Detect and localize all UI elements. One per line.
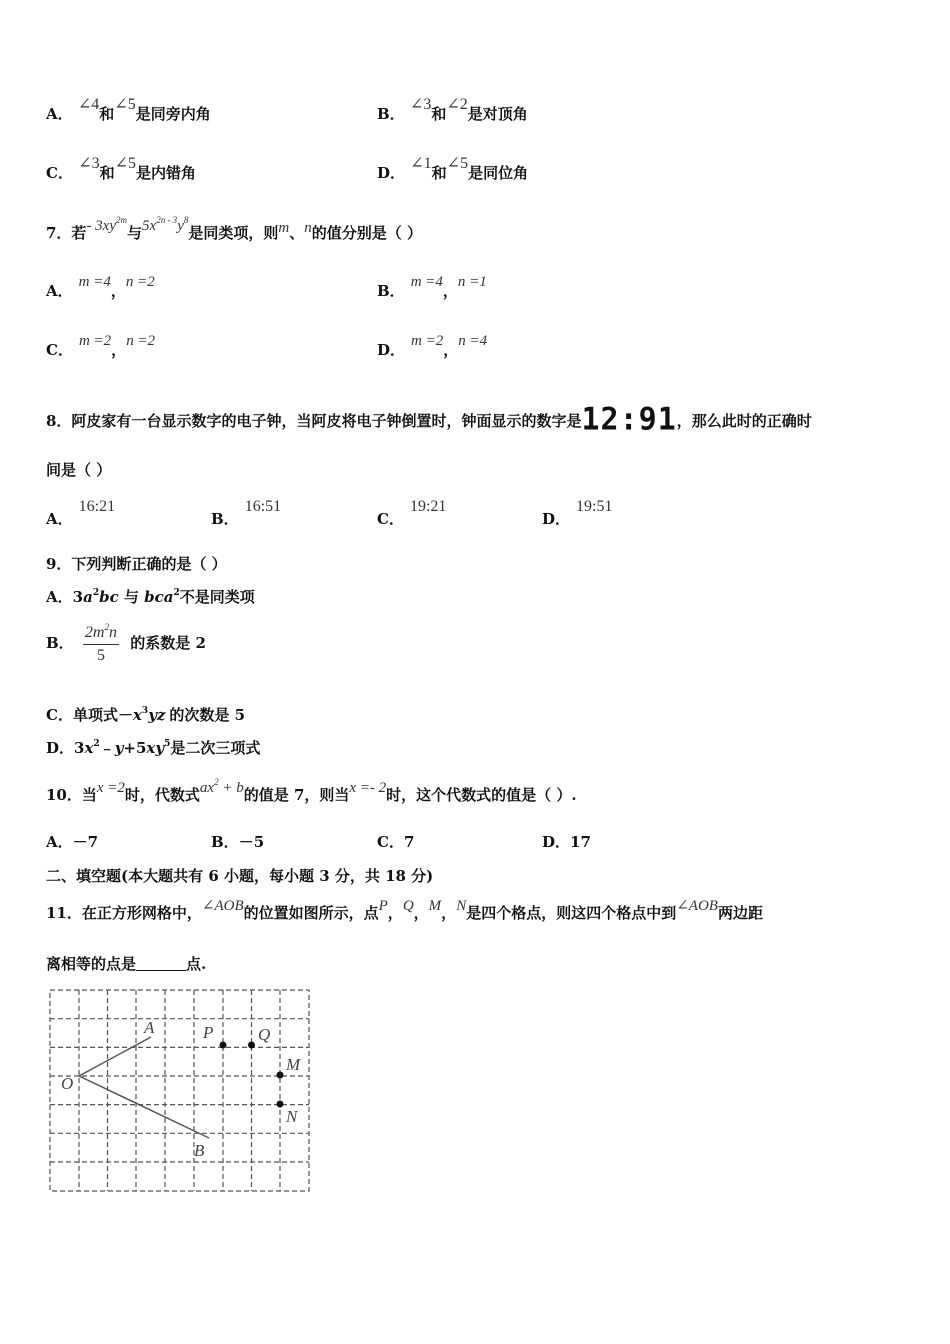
q9-option-a: A．$3a^2bc$ 与 bca$^2$不是同类项 <box>46 588 255 606</box>
q8-option-b: B．16:51 <box>211 498 282 528</box>
q6-option-b: B． ∠3和∠2是对顶角 <box>377 96 528 123</box>
fraction: $\frac{2m^2n}{5}$ <box>84 622 117 664</box>
q7-option-c: C． m =2，n =2 <box>46 333 156 359</box>
q10-option-c: C．7 <box>377 833 415 851</box>
q11-stem: 11．在正方形网格中，∠AOB的位置如图所示，点P，Q，M，N是四个格点，则这四个格点中到∠AOB两边距 <box>46 898 763 922</box>
q7-option-d: D． m =2，n =4 <box>377 333 488 359</box>
q9-option-b: B． $\frac{2m^2n}{5}$ 的系数是 2 <box>46 622 206 664</box>
q8-option-c: C．19:21 <box>377 498 447 528</box>
angle-grid-figure <box>46 986 312 1194</box>
dashed-grid <box>50 990 309 1191</box>
q11-stem-line2: 离相等的点是 点. <box>46 955 207 973</box>
q10-option-b: B．－5 <box>211 833 265 851</box>
q8-stem: 8．阿皮家有一台显示数字的电子钟，当阿皮将电子钟倒置时，钟面显示的数字是12:91，那么此时的正确时 <box>46 401 812 438</box>
q8-option-d: D．19:51 <box>542 498 613 528</box>
q8-option-a: A．16:21 <box>46 498 116 528</box>
q7-stem: 7．若- $3xy^{2m}$与$5x^{2n - 3}y^8$是同类项，则m、n的值分别是（ ） <box>46 215 422 242</box>
q6-option-d: D． ∠1和∠5是同位角 <box>377 155 529 182</box>
ray-oa <box>79 1037 151 1076</box>
q10-stem: 10．当x =2时，代数式$ax^2 + b$的值是 7，则当x =- 2时，这个代数式的值是（ ）. <box>46 777 577 804</box>
label-p: P <box>203 1023 214 1042</box>
clock-display: 12:91 <box>581 401 677 438</box>
q10-option-d: D．17 <box>542 833 591 851</box>
q9-option-d: D．$3x^2﹣y+5xy^5$是二次三项式 <box>46 739 261 757</box>
label-n: N <box>286 1107 298 1126</box>
label-m: M <box>286 1055 301 1074</box>
point-n <box>277 1101 284 1108</box>
q9-stem: 9．下列判断正确的是（ ） <box>46 555 227 573</box>
point-p <box>220 1042 227 1049</box>
label-q: Q <box>258 1025 271 1044</box>
q6-option-a: A． ∠4和∠5是同旁内角 <box>46 96 211 123</box>
point-q <box>248 1042 255 1049</box>
ray-ob <box>79 1076 209 1138</box>
label-a: A <box>144 1018 155 1037</box>
q7-option-b: B． m =4，n =1 <box>377 274 487 300</box>
q9-option-c: C．单项式$-x^3yz$ 的次数是 5 <box>46 706 246 724</box>
q6-option-c: C． ∠3和∠5是内错角 <box>46 155 197 182</box>
section-heading: 二、填空题(本大题共有 6 小题，每小题 3 分，共 18 分) <box>46 867 434 885</box>
q10-option-a: A．－7 <box>46 833 99 851</box>
q7-option-a: A． m =4，n =2 <box>46 274 155 300</box>
label-b: B <box>194 1141 205 1160</box>
label-o: O <box>61 1074 74 1093</box>
answer-blank[interactable] <box>136 956 186 971</box>
point-m <box>277 1072 284 1079</box>
q8-stem-line2: 间是（ ） <box>46 461 112 479</box>
